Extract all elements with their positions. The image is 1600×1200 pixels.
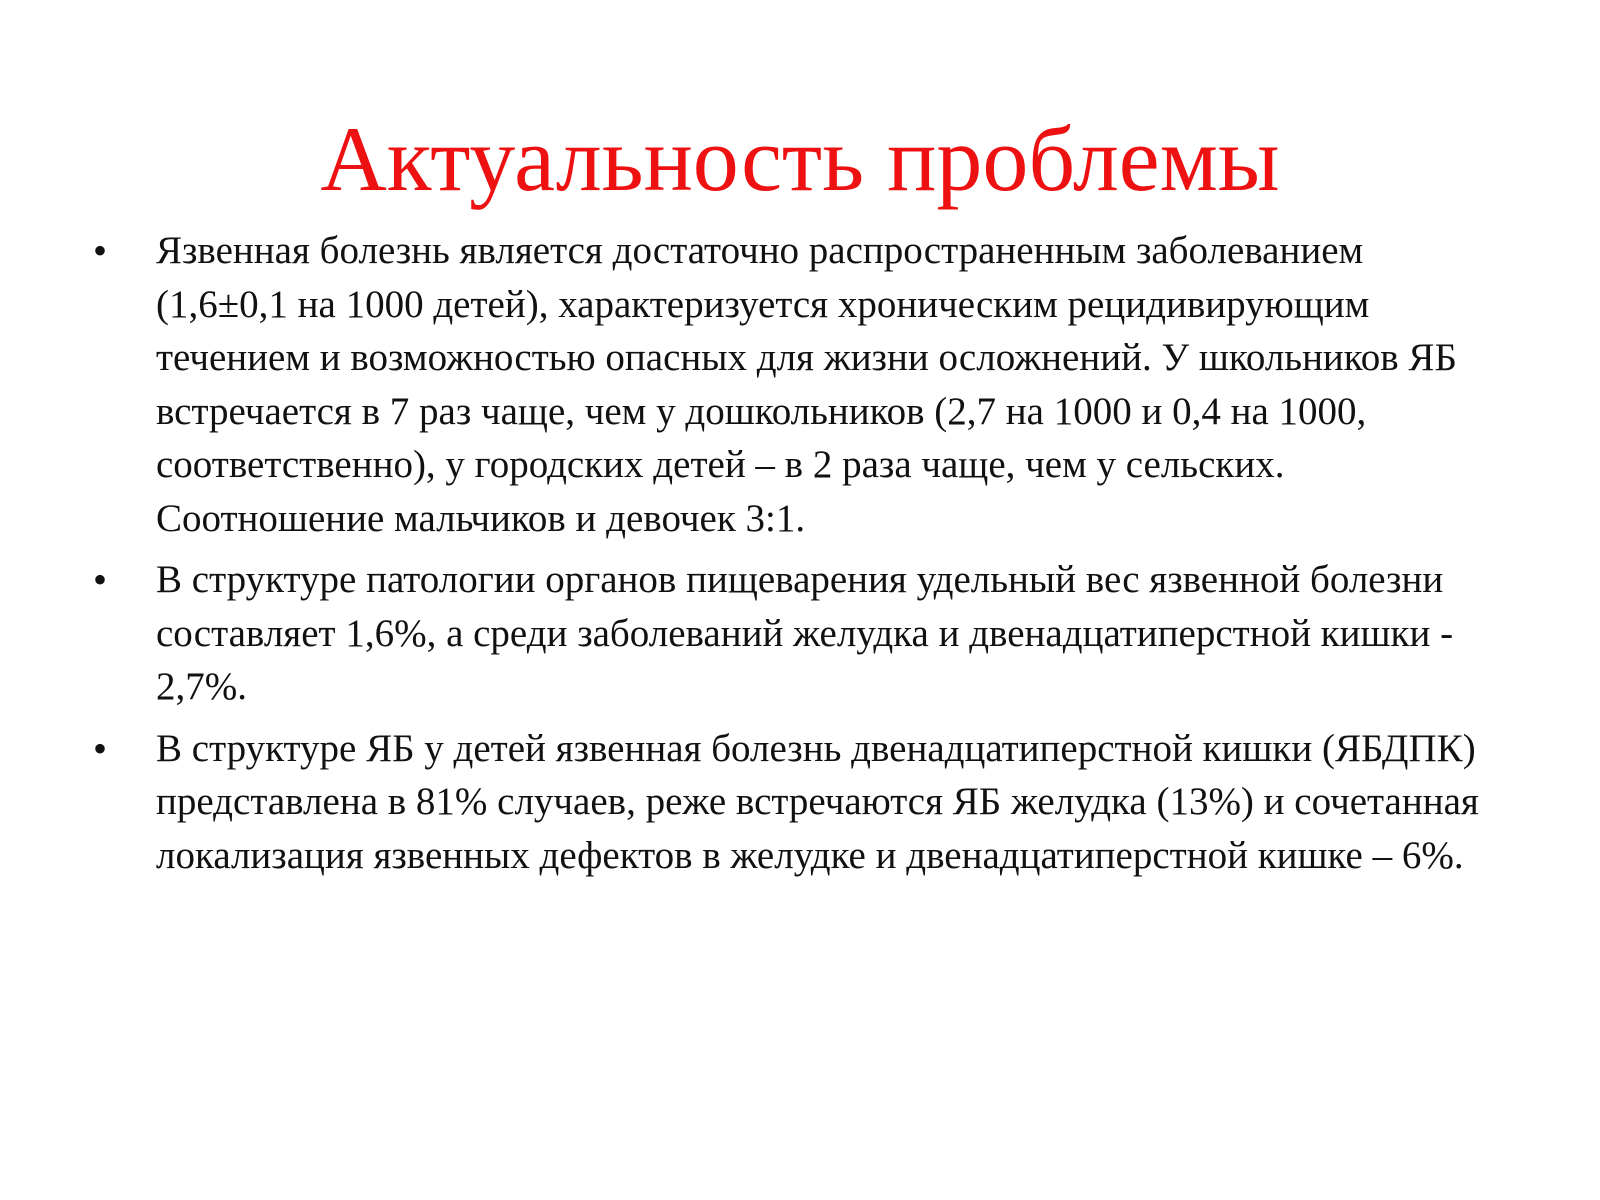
bullet-marker: • <box>93 557 108 602</box>
bullet-text: В структуре патологии органов пищеварения удельный вес язвенной болезни составляет 1,6%, а среди заболеваний желудка и двенадцатиперстной кишки - 2,7%. <box>156 558 1454 708</box>
bullet-list <box>0 224 1600 890</box>
bullet-marker: • <box>93 725 108 771</box>
bullet-item <box>0 224 1600 545</box>
slide-title: Актуальность проблемы <box>320 108 1280 210</box>
bullet-marker: • <box>93 228 108 273</box>
bullet-item <box>0 553 1600 714</box>
bullet-item <box>0 722 1600 883</box>
bullet-text: Язвенная болезнь является достаточно распространенным заболеванием (1,6±0,1 на 1000 детей), характеризуется хроническим рецидивирующим течением и возможностью опасных для жизни осложнений. У школьников ЯБ встречается в 7 раз чаще, чем у дошкольников (2,7 на 1000 и 0,4 на 1000, соответственно), у городских детей – в 2 раза чаще, чем у сельских. Соотношение мальчиков и девочек 3:1. <box>156 229 1457 540</box>
bullet-text: В структуре ЯБ у детей язвенная болезнь двенадцатиперстной кишки (ЯБДПК) представлена в 81% случаев, реже встречаются ЯБ желудка (13%) и сочетанная локализация язвенных дефектов в желудке и двенадцатиперстной кишке – 6%. <box>156 726 1479 877</box>
